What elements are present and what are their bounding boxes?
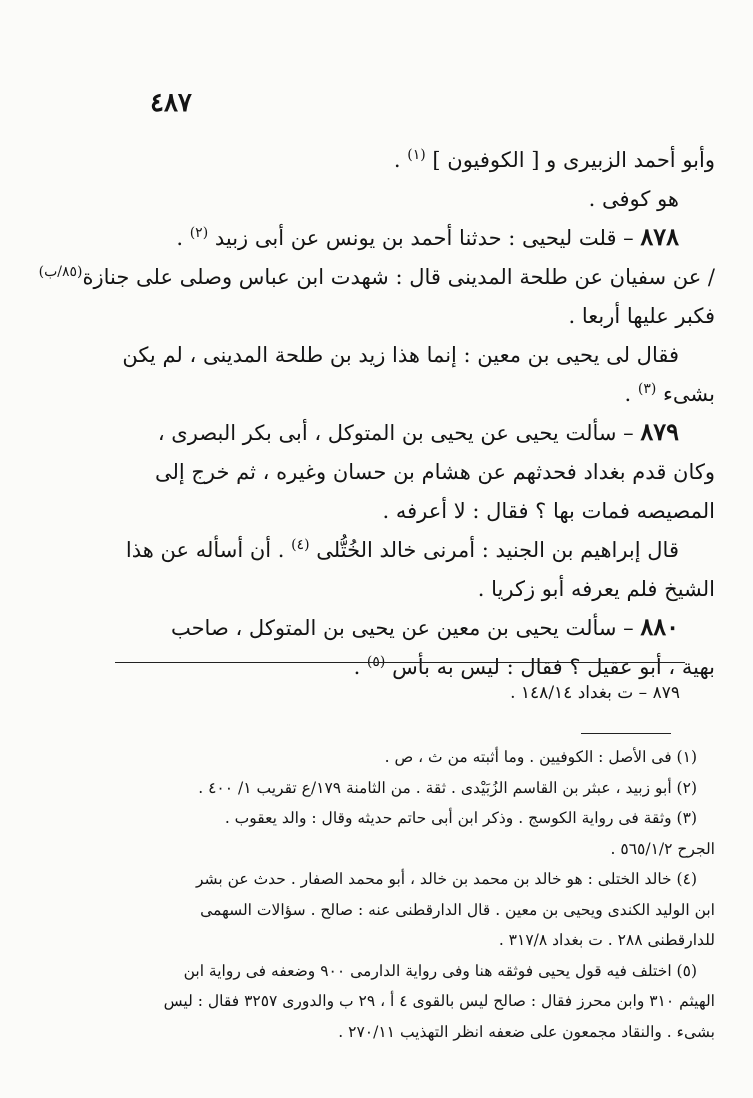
line-text: بهية ، أبو عقيل ؟ فقال : ليس به بأس [385,655,715,679]
page-number: ٤٨٧ [150,88,192,118]
text-line [95,374,715,413]
line-tail: . [176,226,190,250]
footnote-marker: (٥) [366,654,386,670]
line-text: / عن سفيان عن طلحة المدينى قال : شهدت ابن عباس وصلى على جنازة [82,265,715,289]
line-text: – قلت ليحيى : حدثنا أحمد بن يونس عن أبى زبيد [208,226,641,250]
footnote-line: بشىء . والنقاد مجمعون على ضعفه انظر التهذيب ٢٧٠/١١ . [338,1022,715,1041]
line-tail: . [353,655,367,679]
main-text [38,140,715,686]
line-text: وكان قدم بغداد فحدثهم عن هشام بن حسان وغيره ، ثم خرج إلى [154,460,715,484]
cross-reference [95,678,700,708]
entry-number: ٨٨٠ [640,612,679,641]
text-line [95,491,715,530]
text-line [38,257,715,296]
separator-rule [115,662,685,663]
line-text: فكبر عليها أربعا . [568,304,715,328]
footnote-line: (١) فى الأصل : الكوفيين . وما أثبته من ث ، ص . [384,748,697,766]
entry-number: ٨٧٩ [640,417,679,446]
footnote-marker: (١) [407,147,426,163]
footnote-line: (٢) أبو زبيد ، عبثر بن القاسم الزُبَيْدى . ثقة . من الثامنة ١٧٩/ع تقريب ١/ ٤٠٠ . [198,778,697,797]
line-text: بشىء [656,382,715,406]
line-text: هو كوفى . [588,187,679,211]
folio-marker: (٨٥/ب) [38,264,83,280]
line-text: – سألت يحيى بن معين عن يحيى بن المتوكل ، صاحب [170,616,641,640]
line-text: فقال لى يحيى بن معين : إنما هذا زيد بن طلحة المدينى ، لم يكن [122,343,679,367]
text-line [95,452,715,491]
footnote-line: (٥) اختلف فيه قول يحيى فوثقه هنا وفى رواية الدارمى ٩٠٠ وضعفه فى رواية ابن [183,961,697,980]
footnote-line: (٤) خالد الختلى : هو خالد بن محمد بن خالد ، أبو محمد الصفار . حدث عن بشر [195,870,697,888]
footnote-line: (٣) وثقة فى رواية الكوسج . وذكر ابن أبى حاتم حديثه وقال : والد يعقوب . [224,809,697,827]
line-text: المصيصه فمات بها ؟ فقال : لا أعرفه . [382,499,715,523]
footnote-marker: (٤) [291,537,310,553]
cross-reference-line: ٨٧٩ – ت بغداد ١٤٨/١٤ . [510,683,680,703]
line-text: – سألت يحيى عن يحيى بن المتوكل ، أبى بكر البصرى ، [157,421,641,445]
line-text: وأبو أحمد الزبيرى و [ الكوفيون ] [425,148,715,172]
footnote-rule [581,733,671,734]
text-line [95,413,715,452]
line-text: الشيخ فلم يعرفه أبو زكريا . [477,577,715,601]
text-line [95,569,715,608]
footnote-line: الهيثم ٣١٠ وابن محرز فقال : صالح ليس بالقوى ٤ أ ، ٢٩ ب والدورى ٣٢٥٧ فقال : ليس [163,992,715,1010]
entry-number: ٨٧٨ [640,222,679,251]
footnote-line: للدارقطنى ٢٨٨ . ت بغداد ٣١٧/٨ . [498,931,715,949]
text-line [95,296,715,335]
line-tail: . أن أسأله عن هذا [125,538,292,562]
text-line [95,335,715,374]
text-line [95,530,715,569]
text-line [95,179,715,218]
footnote-marker: (٣) [637,381,657,397]
footnote-line: ابن الوليد الكندى ويحيى بن معين . قال الدارقطنى عنه : صالح . سؤالات السهمى [200,900,715,919]
footnotes [95,742,715,1047]
footnote-marker: (٢) [189,225,209,241]
line-tail: . [624,382,638,406]
line-tail: . [393,148,408,172]
line-text: قال إبراهيم بن الجنيد : أمرنى خالد الخُتُّلى [309,538,679,562]
text-line [95,140,715,179]
footnote-line: الجرح ٥٦٥/١/٢ . [610,839,715,858]
text-line [95,608,715,647]
text-line [95,218,715,257]
